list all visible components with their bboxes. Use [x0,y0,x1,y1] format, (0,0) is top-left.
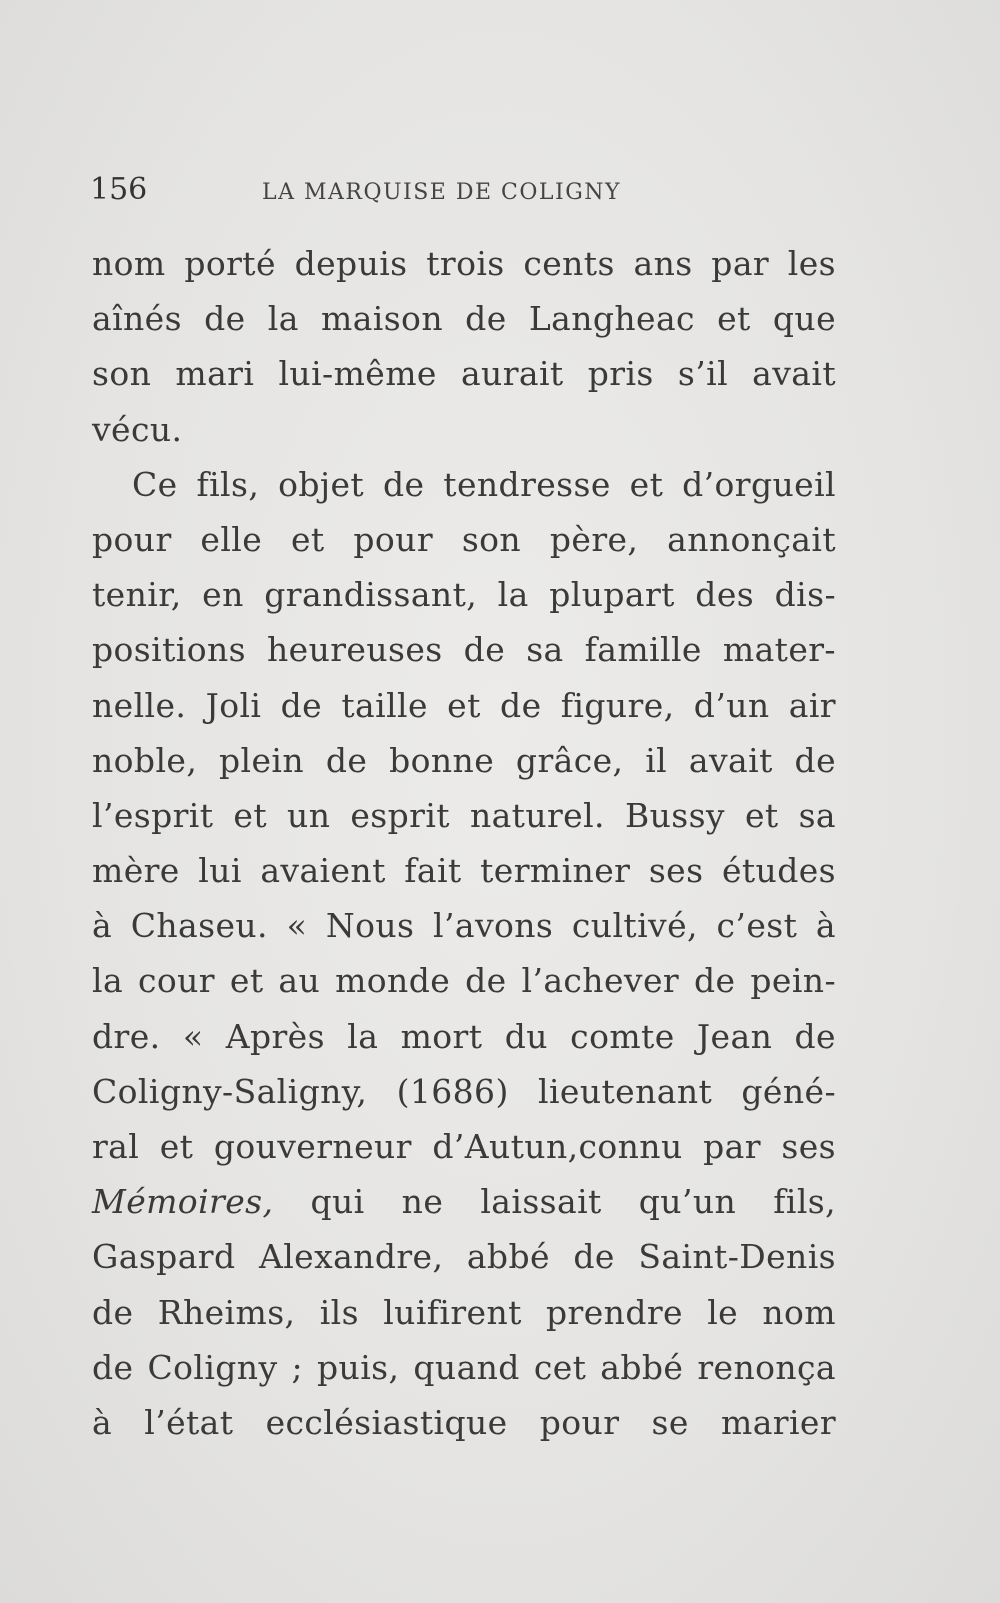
text-line: de Coligny ; puis, quand cet abbé renonça [92,1347,836,1387]
text-line: vécu. [92,409,183,449]
text-line: tenir, en grandissant, la plupart des dis- [92,575,836,615]
running-title: LA MARQUISE DE COLIGNY [262,180,622,205]
italic-title: Mémoires, [92,1182,274,1222]
text-line: de Rheims, ils luifirent prendre le nom [92,1292,836,1332]
text-line: mère lui avaient fait terminer ses études [92,851,836,891]
text-line: son mari lui-même aurait pris s’il avait [92,354,836,394]
text-line: positions heureuses de sa famille mater- [92,630,836,670]
text-line-with-italic [92,1174,836,1229]
body-text [92,236,836,1450]
text-line: dre. « Après la mort du comte Jean de [92,1016,836,1056]
text-line: nom porté depuis trois cents ans par les [92,244,836,283]
text-line: Gaspard Alexandre, abbé de Saint-Denis [92,1237,836,1277]
text-line: Coligny-Saligny, (1686) lieutenant géné- [92,1071,836,1111]
text-line: à l’état ecclésiastique pour se marier [92,1402,836,1442]
text-line: la cour et au monde de l’achever de pein- [92,961,836,1001]
text-line-rest: qui ne laissait qu’un fils, [310,1182,836,1222]
text-line: l’esprit et un esprit naturel. Bussy et sa [92,795,836,835]
text-line: Ce fils, objet de tendresse et d’orgueil [132,464,836,504]
page-header [90,172,840,212]
text-line: ral et gouverneur d’Autun,connu par ses [92,1127,836,1166]
text-line: aînés de la maison de Langheac et que [92,299,836,339]
page-number: 156 [90,172,148,207]
text-line: à Chaseu. « Nous l’avons cultivé, c’est à [92,906,836,946]
text-line: pour elle et pour son père, annonçait [92,519,836,559]
text-line: nelle. Joli de taille et de figure, d’un air [92,685,836,725]
text-line: noble, plein de bonne grâce, il avait de [92,740,836,780]
